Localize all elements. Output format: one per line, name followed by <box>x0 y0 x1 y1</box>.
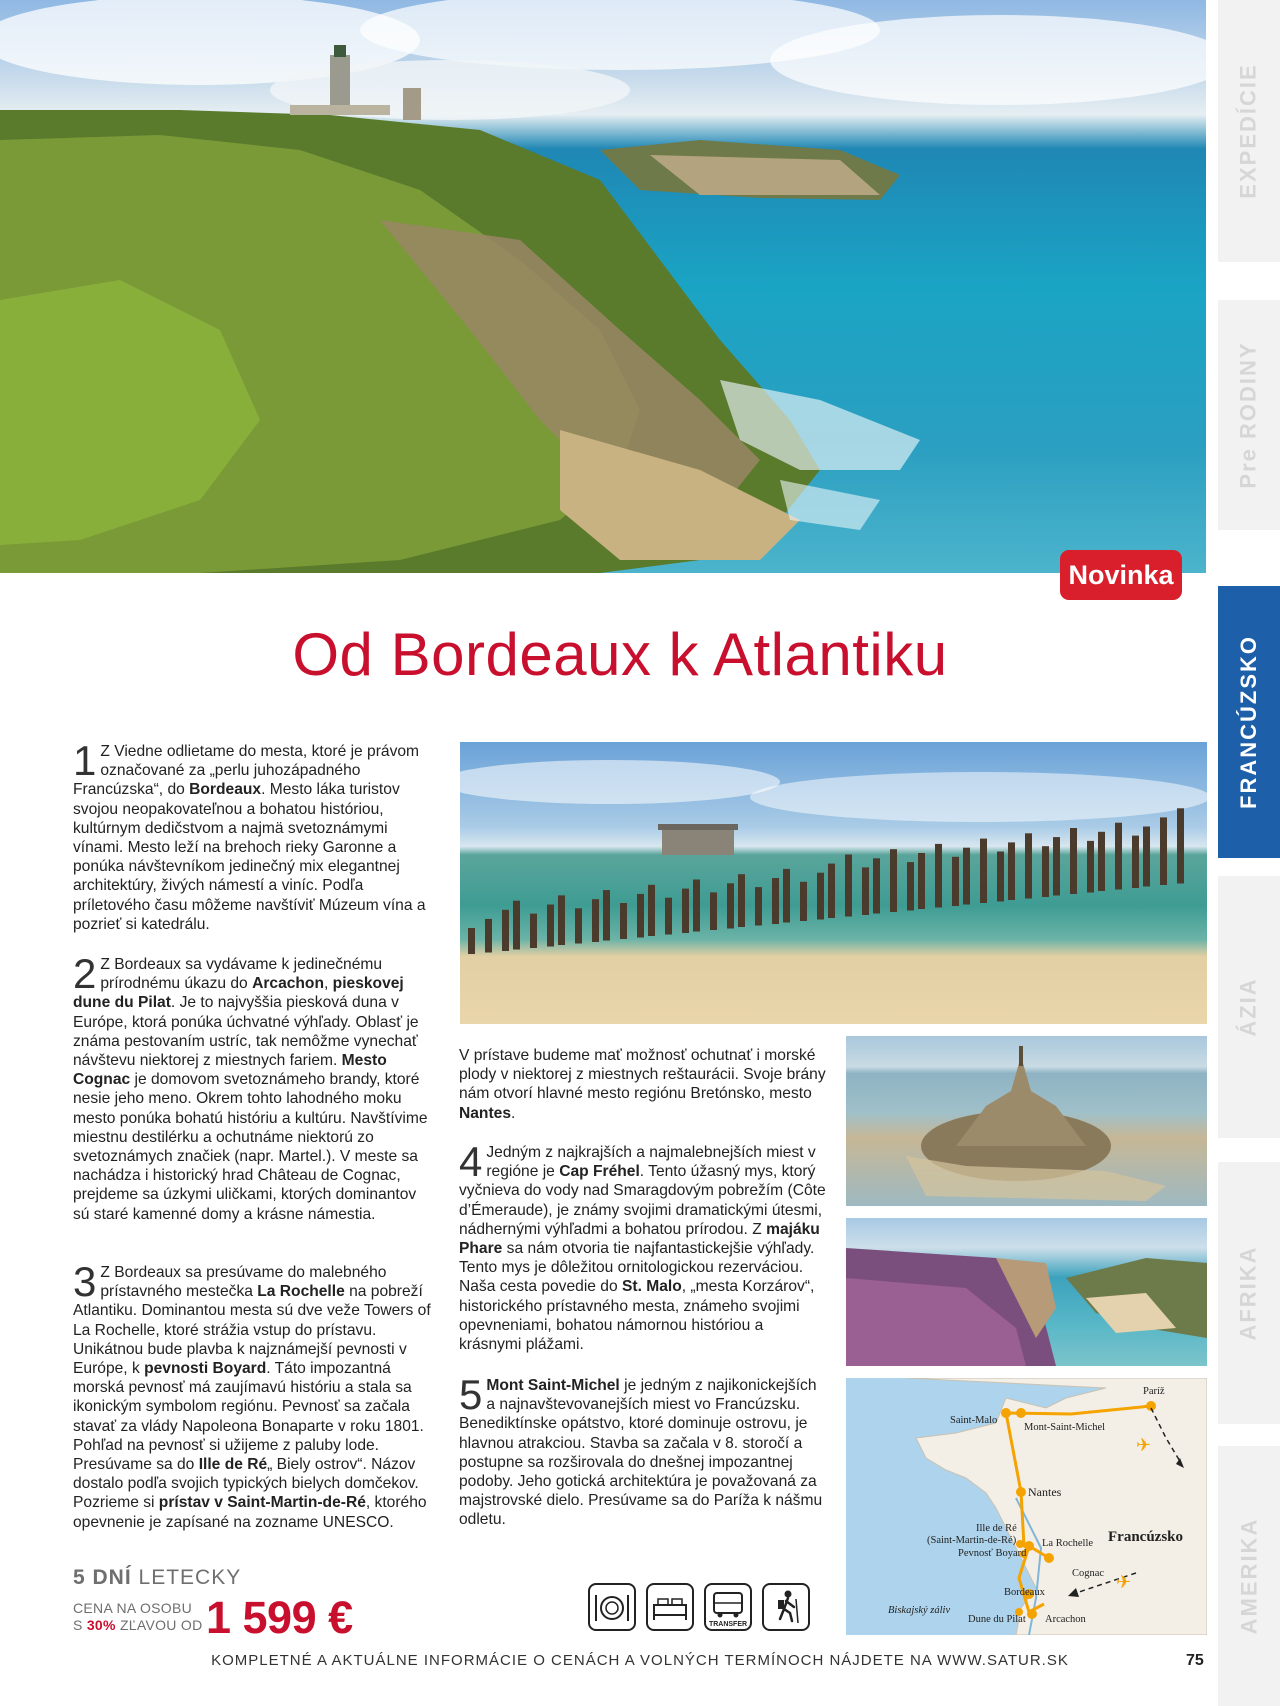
tab-expedicie[interactable] <box>1218 0 1280 262</box>
highlight: St. Malo <box>621 1278 682 1296</box>
tab-label: AFRIKA <box>1236 1245 1262 1341</box>
days: 5 DNÍ <box>73 1566 132 1589</box>
highlight: Mesto Cognac <box>73 1052 387 1089</box>
text: . Je to najvyššia piesková duna v Európe, ktorá ponúka úchvatné výhľady. Oblasť je známa pestovaním ustríc, tak nemôžme vynechať návštevu niektorej z miestnych fariem. <box>73 994 419 1070</box>
highlight: pevnosti Boyard <box>144 1360 267 1378</box>
map-label-dune-du-pilat: Dune du Pilat <box>968 1614 1026 1625</box>
bed-icon <box>646 1583 694 1631</box>
highlight: Nantes <box>459 1104 511 1122</box>
highlight: Bordeaux <box>189 781 262 799</box>
hero-photo-cap-frehel <box>0 0 1206 573</box>
itinerary-day-3 <box>73 1258 433 1532</box>
transport-mode: LETECKY <box>131 1566 242 1589</box>
text: , ktorého opevnenie je zapísané na zozname UNESCO. <box>73 1494 427 1531</box>
text: ZĽAVOU OD <box>115 1617 203 1633</box>
itinerary-day-1 <box>73 737 433 934</box>
tab-francuzsko[interactable] <box>1218 586 1280 858</box>
text: . Tento úžasný mys, ktorý vyčnieva do vody nad Smaragdovým pobrežím (Côte d’Émeraude), je známy svojimi dramatickými útesmi, nádhernými výhľadmi a bohatou prírodou. Z <box>459 1163 826 1238</box>
text: Z Bordeaux sa vydávame k jedinečnému prírodnému úkazu do <box>100 956 383 993</box>
itinerary-day-4 <box>459 1138 829 1354</box>
trip-duration <box>73 1566 241 1590</box>
map-label-country: Francúzsko <box>1108 1529 1183 1545</box>
tab-pre-rodiny[interactable] <box>1218 300 1280 530</box>
hiking-icon <box>762 1583 810 1631</box>
text: . Táto impozantná morská pevnosť má zaujímavú históriu a stala sa ikonickým symbolom regiónu. Pevnosť sa začala stavať za vlády Napoleona Bonaparte v roku 1801. Pohľad na pevnosť si užijeme z paluby lode. Presúvame sa do <box>73 1360 424 1474</box>
text: Jedným z najkrajších a najmalebnejších miest v regióne je <box>486 1144 816 1181</box>
highlight: Cap Fréhel <box>559 1163 640 1181</box>
day-number: 2 <box>73 950 97 997</box>
tab-label: AMERIKA <box>1236 1517 1262 1635</box>
text: „ Biely ostrov“. Názov dostalo podľa svojich typických bielych domčekov. Pozrieme si <box>73 1456 419 1512</box>
tab-label: ÁZIA <box>1235 977 1261 1037</box>
itinerary-day-3-continued <box>459 1046 829 1123</box>
itinerary-day-2 <box>73 950 433 1224</box>
day-number: 1 <box>73 737 97 784</box>
text: S <box>73 1617 87 1633</box>
discount: 30% <box>86 1617 116 1633</box>
highlight: majáku Phare <box>459 1220 820 1258</box>
day-number: 3 <box>73 1258 97 1305</box>
page-number: 75 <box>1186 1652 1204 1669</box>
text: sa nám otvoria tie najfantastickejšie výhľady. Tento mys je dôležitou ornitologickou rezerváciou. Naša cesta povedie do <box>459 1240 815 1296</box>
tab-amerika[interactable] <box>1218 1446 1280 1706</box>
text: , „mesta Korzárov“, historického prístavného mesta, známeho svojimi opevneniami, bohatou námornou históriou a krásnymi plážami. <box>459 1278 815 1354</box>
map-label-pevnost-boyard: Pevnosť Boyard <box>958 1548 1027 1559</box>
transfer-bus-icon <box>704 1583 752 1631</box>
text: , <box>324 975 333 993</box>
highlight: La Rochelle <box>257 1283 345 1301</box>
novinka-badge: Novinka <box>1060 550 1182 600</box>
tab-azia[interactable] <box>1218 876 1280 1138</box>
text: V prístave budeme mať možnosť ochutnať i morské plody v niektorej z miestnych reštaurácii. Svoje brány nám otvorí hlavné mesto regiónu Bretónsko, mesto <box>459 1047 826 1103</box>
map-label-mont-saint-michel: Mont-Saint-Michel <box>1024 1422 1106 1433</box>
price-label <box>73 1600 203 1634</box>
price-value: 1 599 € <box>206 1592 353 1643</box>
day-number: 5 <box>459 1371 483 1418</box>
highlight: Mont Saint-Michel <box>486 1377 620 1394</box>
route-map <box>846 1378 1207 1635</box>
tab-label: FRANCÚZSKO <box>1236 635 1261 809</box>
svg-text:✈: ✈ <box>1116 1572 1132 1592</box>
price-label-line2 <box>73 1617 203 1634</box>
tab-label: EXPEDÍCIE <box>1236 63 1261 199</box>
highlight: prístav v Saint-Martin-de-Ré <box>158 1494 366 1512</box>
text: Z Bordeaux sa presúvame do malebného prístavného mestečka <box>100 1264 387 1301</box>
map-label-la-rochelle: La Rochelle <box>1042 1538 1094 1549</box>
map-label-cognac: Cognac <box>1072 1568 1105 1579</box>
footer-info: KOMPLETNÉ A AKTUÁLNE INFORMÁCIE O CENÁCH A VOLNÝCH TERMÍNOCH NÁJDETE NA WWW.SATUR.SK <box>211 1652 1069 1669</box>
text: . Mesto láka turistov svojou neopakovateľnou a bohatou históriou, kultúrnym dedičstvom a najmä svetoznámymi vínami. Mesto leží na brehoch rieky Garonne a ponúka návštevníkom jedinečný mix elegantnej architektúry, živých námestí a viníc. Podľa príletového času môžeme navštíviť Múzeum vína a pozrieť si katedrálu. <box>73 781 426 933</box>
text: Z Viedne odlietame do mesta, ktoré je právom označované za „perlu juhozápadného Francúzska“, do <box>73 743 420 799</box>
highlight: Arcachon <box>252 975 324 993</box>
amenity-icons <box>588 1583 810 1631</box>
day-number: 4 <box>459 1138 483 1185</box>
photo-fort-boyard <box>460 742 1207 1024</box>
svg-text:✈: ✈ <box>1136 1435 1152 1455</box>
tab-label: Pre RODINY <box>1236 341 1261 489</box>
transfer-label: TRANSFER <box>708 1621 748 1628</box>
highlight: pieskovej dune du Pilat <box>73 975 404 1012</box>
photo-heather-coast <box>846 1218 1207 1366</box>
page-title: Od Bordeaux k Atlantiku <box>292 621 948 688</box>
meals-icon <box>588 1583 636 1631</box>
text: . <box>511 1104 516 1122</box>
map-label-saint-martin-de-re: (Saint-Martin-de-Ré) <box>927 1535 1017 1546</box>
map-label-bordeaux: Bordeaux <box>1004 1587 1045 1598</box>
text: na pobreží Atlantiku. Dominantou mesta sú dve veže Towers of La Rochelle, ktoré strážia vstup do prístavu. Unikátnou bude plavba k najznámejší pevnosti v Európe, k <box>73 1283 431 1378</box>
map-label-ille-de-re: Ille de Ré <box>976 1523 1017 1534</box>
photo-mont-saint-michel <box>846 1036 1207 1206</box>
map-label-saint-malo: Saint-Malo <box>950 1415 998 1426</box>
map-label-nantes: Nantes <box>1028 1485 1062 1499</box>
text: je jedným z najikonickejších a najnavštevovanejších miest vo Francúzsku. Benediktínske opátstvo, ktoré dominuje ostrovu, je hlavnou atrakciou. Stavba sa začala v 8. storočí a postupne sa rozširovala do dnešnej impozantnej podoby. Jeho gotická architektúra je považovaná za majstrovské dielo. Presúvame sa do Paríža k nášmu odletu. <box>459 1377 823 1529</box>
itinerary-day-5 <box>459 1371 829 1530</box>
tab-afrika[interactable] <box>1218 1162 1280 1424</box>
text: je domovom svetoznámeho brandy, ktoré nesie jeho meno. Okrem tohto lahodného moku mesto ponúka bohatú históriu a kultúru. Navštívime miestnu destilérku a ochutnáme niektorú zo svetoznámych značiek (napr. Martel.). V meste sa nachádza i historický hrad Château de Cognac, prejdeme sa úzkymi uličkami, ktorých dominantov sú staré kamenné domy a krásne námestia. <box>73 1071 428 1223</box>
map-label-biskajsky-zaliv: Biskajský záliv <box>888 1605 951 1616</box>
price-label-line1: CENA NA OSOBU <box>73 1600 193 1616</box>
highlight: Ille de Ré <box>198 1456 268 1474</box>
map-label-pariz: Paríž <box>1143 1386 1165 1397</box>
map-label-arcachon: Arcachon <box>1045 1614 1086 1625</box>
